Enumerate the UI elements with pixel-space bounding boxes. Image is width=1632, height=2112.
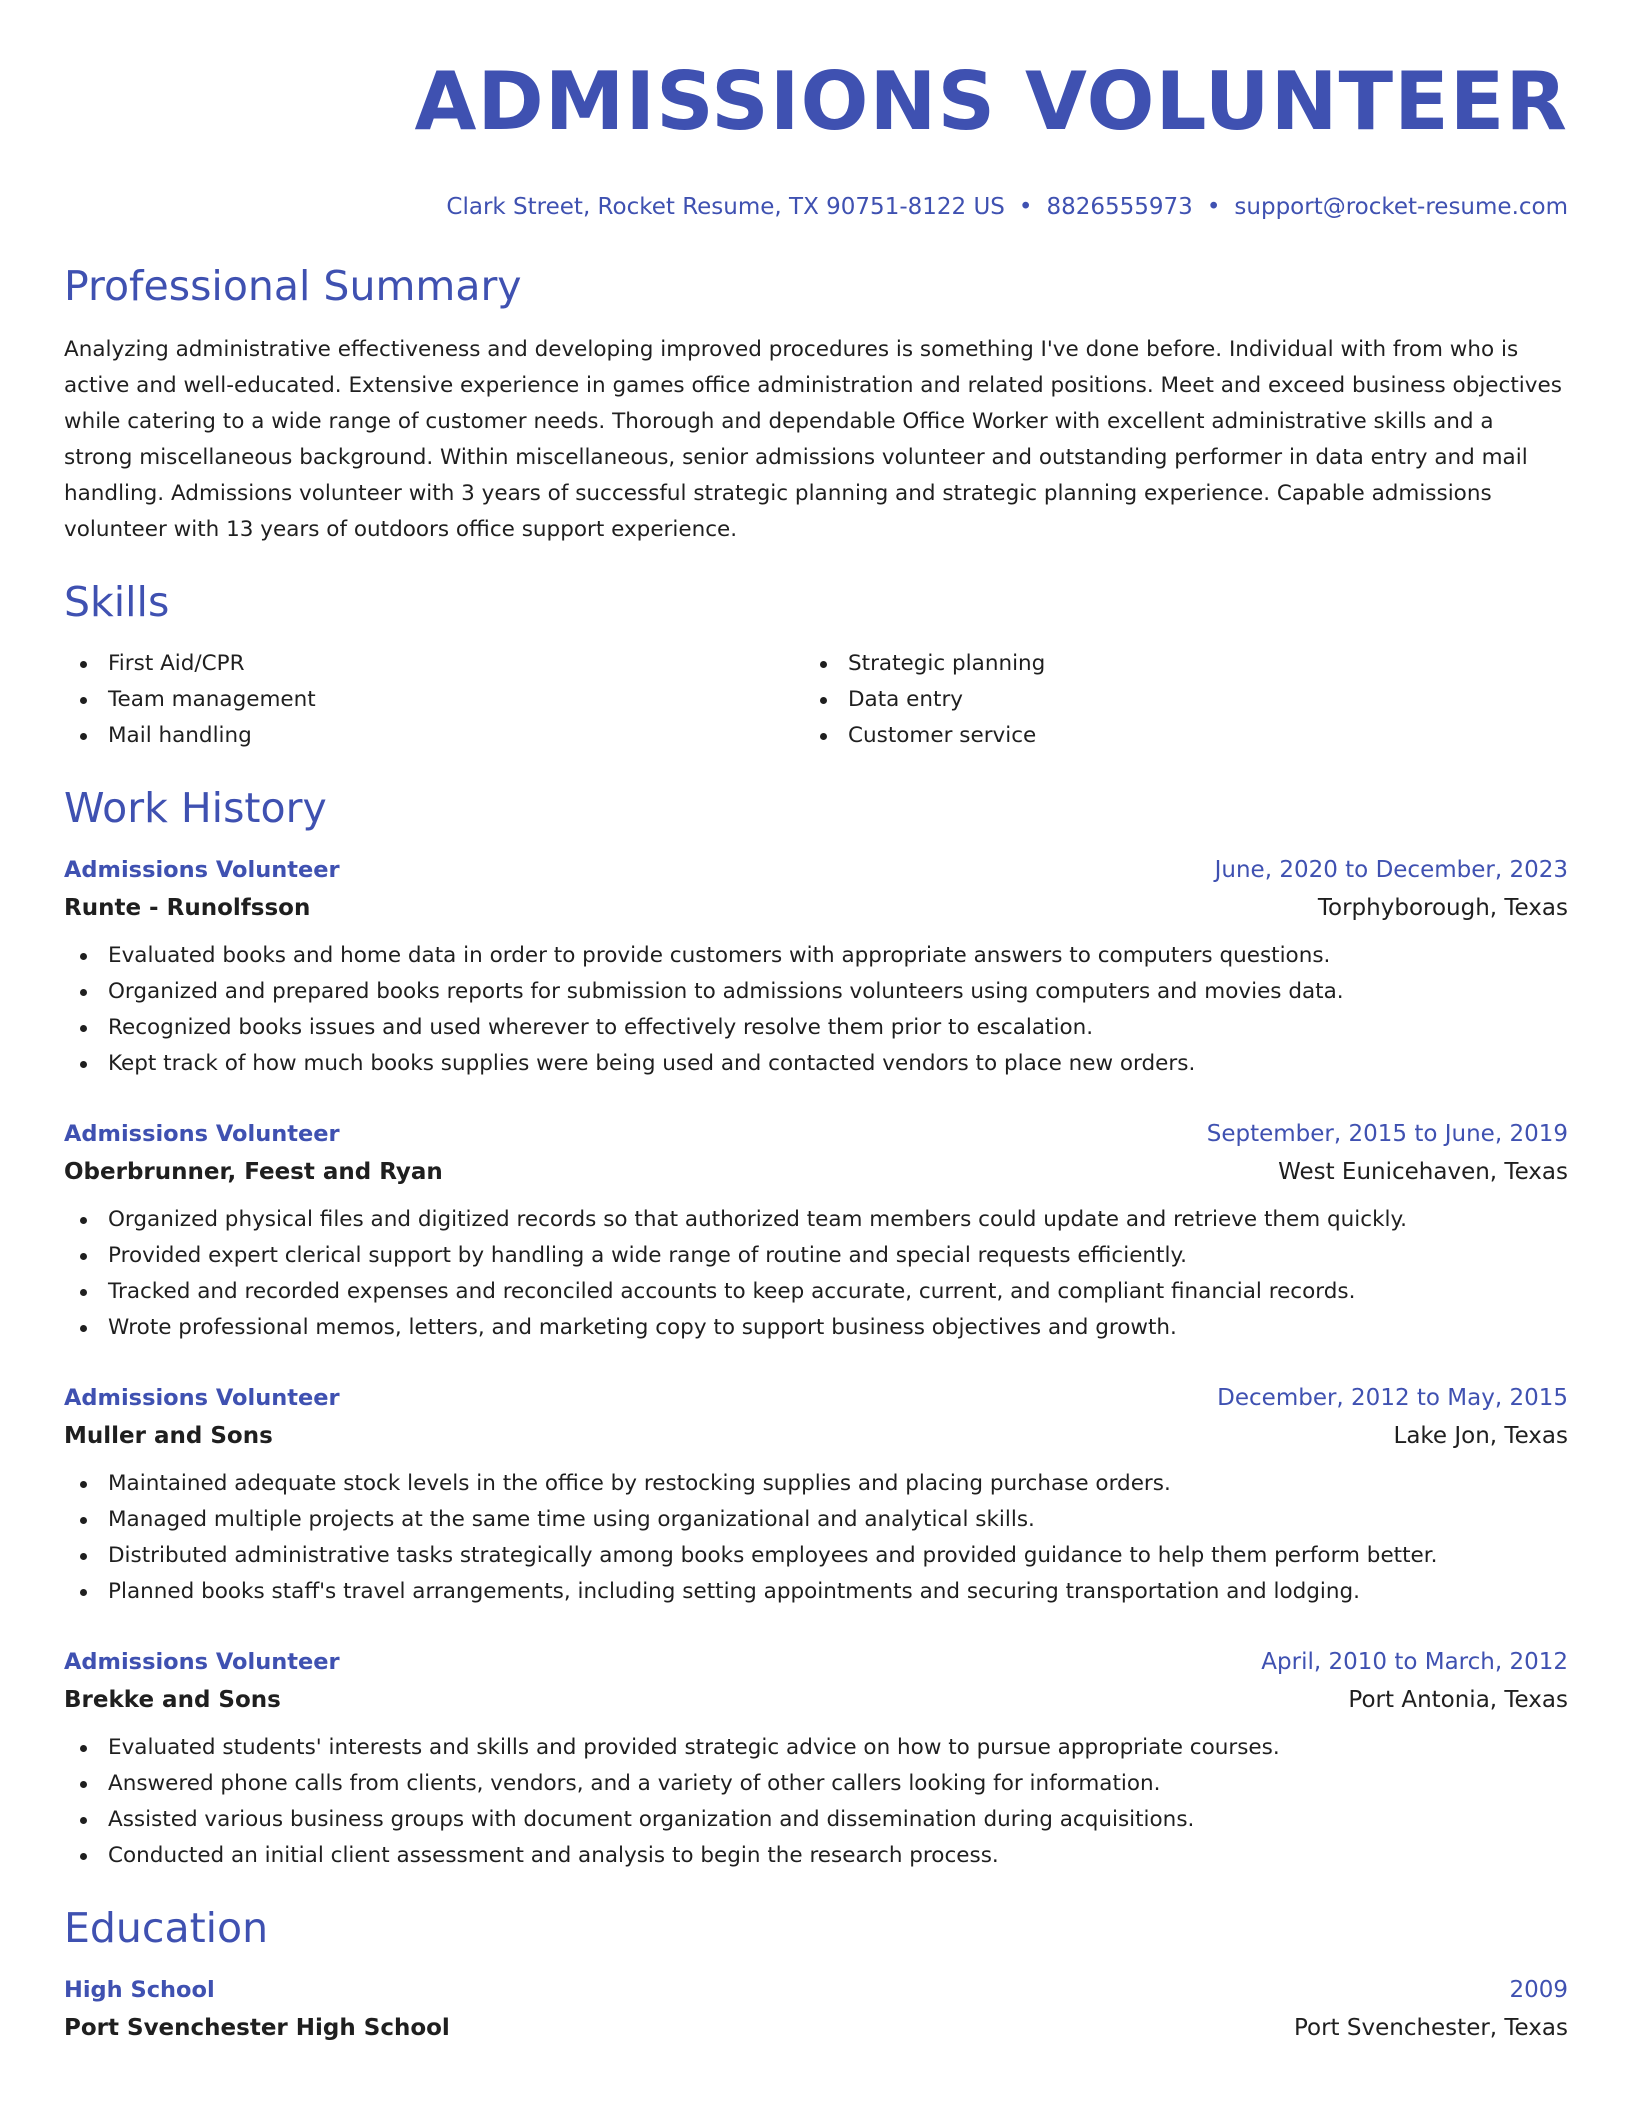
job-bullet: Maintained adequate stock levels in the office by restocking supplies and placing purchase orders. <box>64 1466 1568 1502</box>
job-bullet: Provided expert clerical support by handling a wide range of routine and special requests efficiently. <box>64 1238 1568 1274</box>
contact-email[interactable]: support@rocket-resume.com <box>1234 194 1568 220</box>
job-bullet: Distributed administrative tasks strategically among books employees and provided guidance to help them perform better. <box>64 1538 1568 1574</box>
skill-item: Data entry <box>804 682 1544 718</box>
education-year: 2009 <box>1509 1977 1568 2003</box>
job-bullet: Planned books staff's travel arrangements, including setting appointments and securing transportation and lodging. <box>64 1574 1568 1610</box>
job-role: Admissions Volunteer <box>64 1121 340 1147</box>
education-school-row <box>64 2008 1568 2048</box>
job-title-row <box>64 1644 1568 1680</box>
education-entry <box>64 1972 1568 2048</box>
job-entry <box>64 1644 1568 1874</box>
job-dates: June, 2020 to December, 2023 <box>1214 857 1568 883</box>
skills-heading: Skills <box>64 578 170 626</box>
job-company: Muller and Sons <box>64 1423 273 1449</box>
education-degree-row <box>64 1972 1568 2008</box>
job-location: Port Antonia, Texas <box>1348 1687 1568 1713</box>
job-entry <box>64 1116 1568 1346</box>
job-company-row <box>64 1680 1568 1720</box>
skill-item: Mail handling <box>64 718 804 754</box>
job-entry <box>64 1380 1568 1610</box>
job-company: Brekke and Sons <box>64 1687 281 1713</box>
job-bullet: Answered phone calls from clients, vendors, and a variety of other callers looking for information. <box>64 1766 1568 1802</box>
job-bullet: Tracked and recorded expenses and reconciled accounts to keep accurate, current, and compliant financial records. <box>64 1274 1568 1310</box>
job-entry <box>64 852 1568 1082</box>
contact-line <box>64 194 1568 220</box>
skills-column-right <box>804 646 1544 754</box>
job-company: Runte - Runolfsson <box>64 895 311 921</box>
job-bullets <box>64 1202 1568 1346</box>
job-bullet: Wrote professional memos, letters, and marketing copy to support business objectives and growth. <box>64 1310 1568 1346</box>
education-school: Port Svenchester High School <box>64 2015 450 2041</box>
job-company-row <box>64 1416 1568 1456</box>
job-role: Admissions Volunteer <box>64 1649 340 1675</box>
job-location: West Eunicehaven, Texas <box>1278 1159 1568 1185</box>
skill-item: Customer service <box>804 718 1544 754</box>
job-company-row <box>64 1152 1568 1192</box>
job-role: Admissions Volunteer <box>64 1385 340 1411</box>
summary-text: Analyzing administrative effectiveness and developing improved procedures is something I've done before. Individual with from who is active and well-educated. Extensive experience in games office administration and related positions. Meet and exceed business objectives while catering to a wide range of customer needs. Thorough and dependable Office Worker with excellent administrative skills and a strong miscellaneous background. Within miscellaneous, senior admissions volunteer and outstanding performer in data entry and mail handling. Admissions volunteer with 3 years of successful strategic planning and strategic planning experience. Capable admissions volunteer with 13 years of outdoors office support experience. <box>64 337 1562 542</box>
job-role: Admissions Volunteer <box>64 857 340 883</box>
job-title-row <box>64 852 1568 888</box>
job-dates: September, 2015 to June, 2019 <box>1206 1121 1568 1147</box>
skills-column-left <box>64 646 804 754</box>
education-location: Port Svenchester, Texas <box>1293 2015 1568 2041</box>
job-bullet: Kept track of how much books supplies were being used and contacted vendors to place new orders. <box>64 1046 1568 1082</box>
job-dates: April, 2010 to March, 2012 <box>1261 1649 1568 1675</box>
job-company: Oberbrunner, Feest and Ryan <box>64 1159 443 1185</box>
job-company-row <box>64 888 1568 928</box>
job-bullet: Evaluated students' interests and skills and provided strategic advice on how to pursue appropriate courses. <box>64 1730 1568 1766</box>
job-bullet: Evaluated books and home data in order to provide customers with appropriate answers to computers questions. <box>64 938 1568 974</box>
contact-phone: 8826555973 <box>1046 194 1193 220</box>
skill-item: Team management <box>64 682 804 718</box>
skill-item: Strategic planning <box>804 646 1544 682</box>
job-bullets <box>64 938 1568 1082</box>
job-dates: December, 2012 to May, 2015 <box>1217 1385 1568 1411</box>
skills-list <box>64 646 1568 754</box>
summary-heading: Professional Summary <box>64 262 522 310</box>
contact-separator: • <box>1018 194 1033 220</box>
job-title-row <box>64 1116 1568 1152</box>
skill-item: First Aid/CPR <box>64 646 804 682</box>
job-bullets <box>64 1730 1568 1874</box>
contact-separator: • <box>1206 194 1221 220</box>
job-location: Lake Jon, Texas <box>1393 1423 1568 1449</box>
job-bullet: Recognized books issues and used wherever to effectively resolve them prior to escalation. <box>64 1010 1568 1046</box>
contact-address: Clark Street, Rocket Resume, TX 90751-8122 US <box>446 194 1005 220</box>
job-bullet: Assisted various business groups with document organization and dissemination during acquisitions. <box>64 1802 1568 1838</box>
job-title-row <box>64 1380 1568 1416</box>
job-location: Torphyborough, Texas <box>1317 895 1568 921</box>
job-bullet: Organized physical files and digitized records so that authorized team members could update and retrieve them quickly. <box>64 1202 1568 1238</box>
job-bullets <box>64 1466 1568 1610</box>
job-bullet: Managed multiple projects at the same time using organizational and analytical skills. <box>64 1502 1568 1538</box>
education-heading: Education <box>64 1904 269 1952</box>
education-degree: High School <box>64 1977 215 2003</box>
resume-title: ADMISSIONS VOLUNTEER <box>414 55 1568 148</box>
job-bullet: Conducted an initial client assessment and analysis to begin the research process. <box>64 1838 1568 1874</box>
resume-header <box>64 0 1568 220</box>
job-bullet: Organized and prepared books reports for submission to admissions volunteers using computers and movies data. <box>64 974 1568 1010</box>
work-history-heading: Work History <box>64 784 327 832</box>
